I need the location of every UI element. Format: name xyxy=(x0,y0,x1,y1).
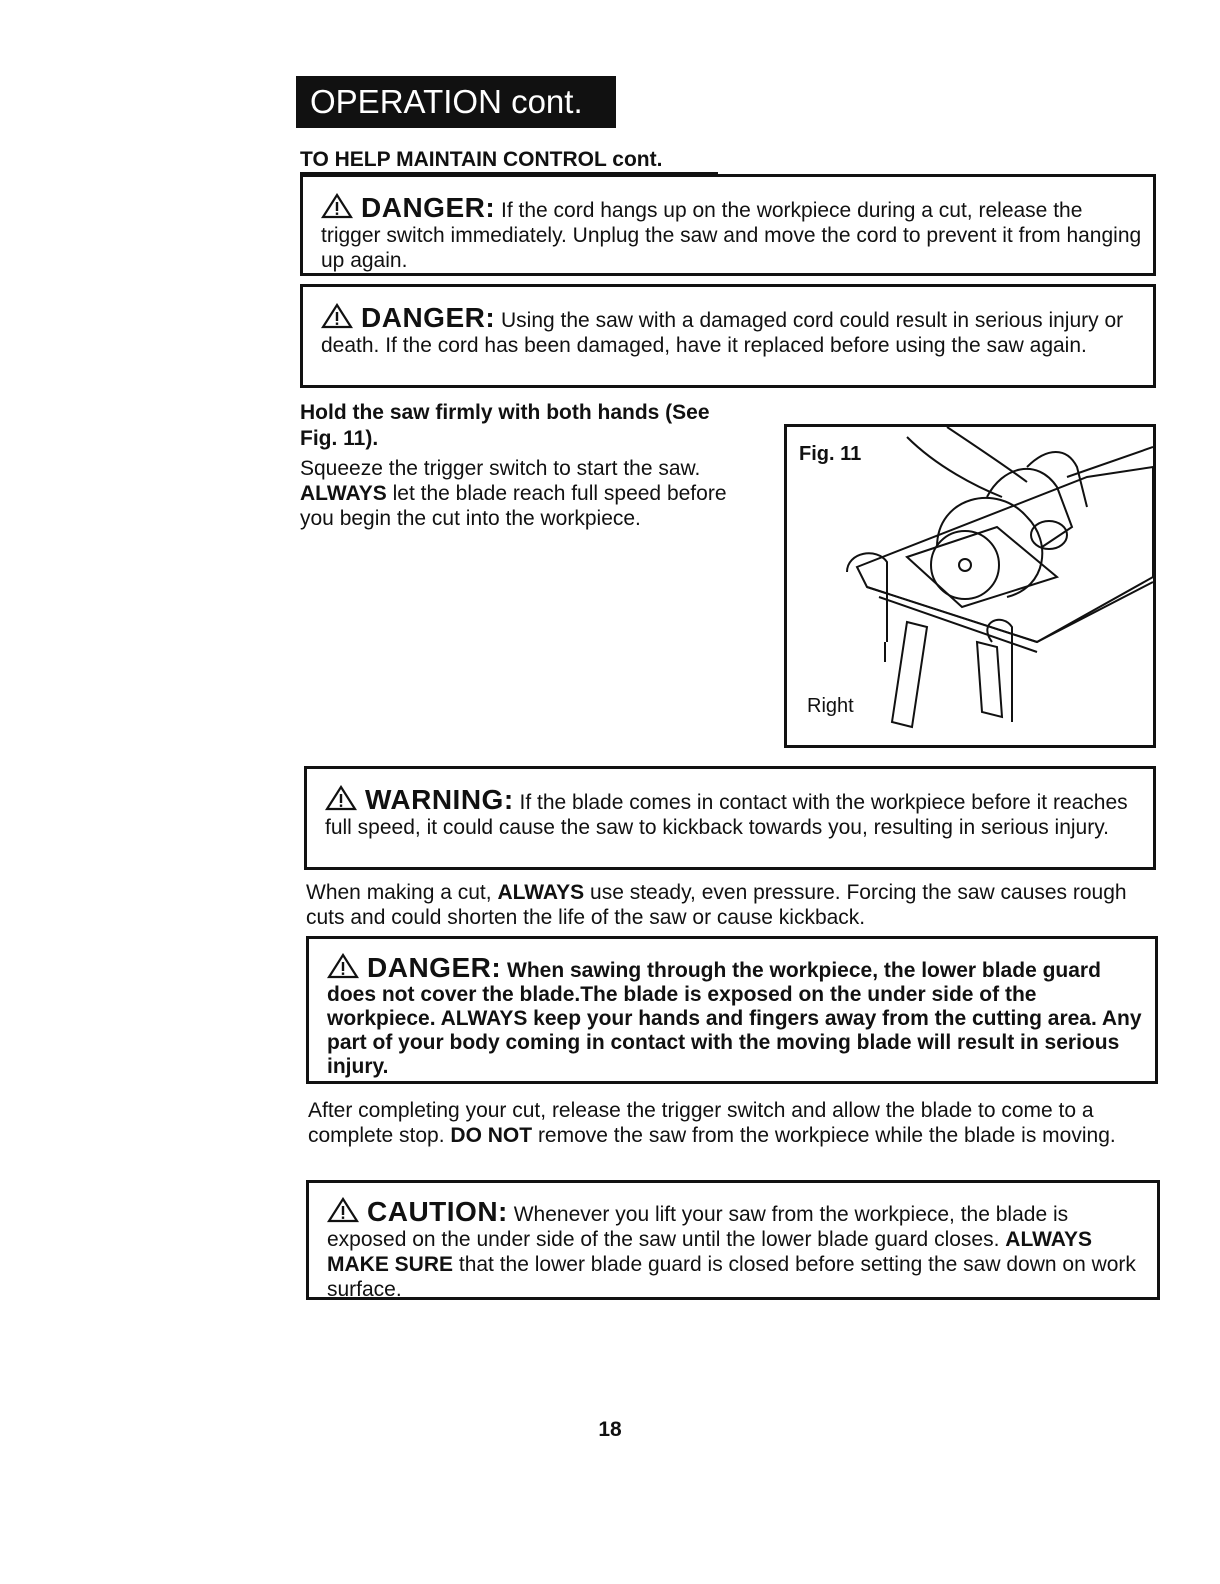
hold-saw-emphasis: ALWAYS xyxy=(300,482,387,505)
danger-label: DANGER: xyxy=(367,952,502,983)
warning-box-kickback xyxy=(304,766,1156,870)
cut-paragraph-text-2: use steady, even pressure. Forcing the saw causes rough cuts and could shorten the life of the saw or cause kickback. xyxy=(306,881,1127,929)
warning-triangle-icon xyxy=(327,1197,359,1223)
figure-caption: Right xyxy=(807,695,854,717)
danger-box-lower-guard xyxy=(306,936,1158,1084)
danger-label: DANGER: xyxy=(361,302,496,333)
warning-triangle-icon xyxy=(327,953,359,979)
caution-text: Whenever you lift your saw from the workpiece, the blade is exposed on the under side of the saw until the lower blade guard closes. xyxy=(327,1203,1069,1251)
subsection-title: TO HELP MAINTAIN CONTROL cont. xyxy=(300,148,663,171)
warning-text: If the blade comes in contact with the workpiece before it reaches full speed, it could cause the saw to kickback towards you, resulting in serious injury. xyxy=(325,791,1128,839)
warning-label: WARNING: xyxy=(365,784,514,815)
hold-saw-body-text-2: let the blade reach full speed before you begin the cut into the workpiece. xyxy=(300,482,727,530)
danger-box-damaged-cord xyxy=(300,284,1156,388)
danger-text: If the cord hangs up on the workpiece during a cut, release the trigger switch immediately. Unplug the saw and move the cord to prevent it from hanging up again. xyxy=(321,199,1142,272)
cut-paragraph xyxy=(306,880,1156,930)
cut-paragraph-emphasis: ALWAYS xyxy=(497,881,585,904)
figure-11 xyxy=(784,424,1156,748)
danger-label: DANGER: xyxy=(361,192,496,223)
after-cut-text: After completing your cut, release the trigger switch and allow the blade to come to a complete stop. xyxy=(308,1099,1094,1147)
caution-emphasis: ALWAYS MAKE SURE xyxy=(327,1228,1093,1276)
caution-text-2: that the lower blade guard is closed before setting the saw down on work surface. xyxy=(327,1253,1136,1301)
warning-triangle-icon xyxy=(321,193,353,219)
after-cut-text-2: remove the saw from the workpiece while the blade is moving. xyxy=(537,1124,1116,1147)
warning-triangle-icon xyxy=(321,303,353,329)
cut-paragraph-text: When making a cut, xyxy=(306,881,492,904)
caution-label: CAUTION: xyxy=(367,1196,508,1227)
danger-box-cord-hangs xyxy=(300,174,1156,276)
hold-saw-body xyxy=(300,456,730,531)
danger-text: Using the saw with a damaged cord could result in serious injury or death. If the cord has been damaged, have it replaced before using the saw again. xyxy=(321,309,1124,357)
page-number: 18 xyxy=(598,1418,622,1441)
section-header: OPERATION cont. xyxy=(296,76,616,128)
caution-box-lift-saw xyxy=(306,1180,1160,1300)
figure-label: Fig. 11 xyxy=(799,443,862,465)
warning-triangle-icon xyxy=(325,785,357,811)
danger-text: When sawing through the workpiece, the lower blade guard does not cover the blade.The blade is exposed on the under side of the workpiece. ALWAYS keep your hands and fingers away from the cutting area. Any part of your body coming in contact with the moving blade will result in serious injury. xyxy=(327,959,1142,1078)
after-cut-emphasis: DO NOT xyxy=(450,1124,533,1147)
hold-saw-heading: Hold the saw firmly with both hands (See Fig. 11). xyxy=(300,401,710,450)
hold-saw-body-text: Squeeze the trigger switch to start the saw. xyxy=(300,457,701,480)
after-cut-paragraph xyxy=(308,1098,1158,1148)
